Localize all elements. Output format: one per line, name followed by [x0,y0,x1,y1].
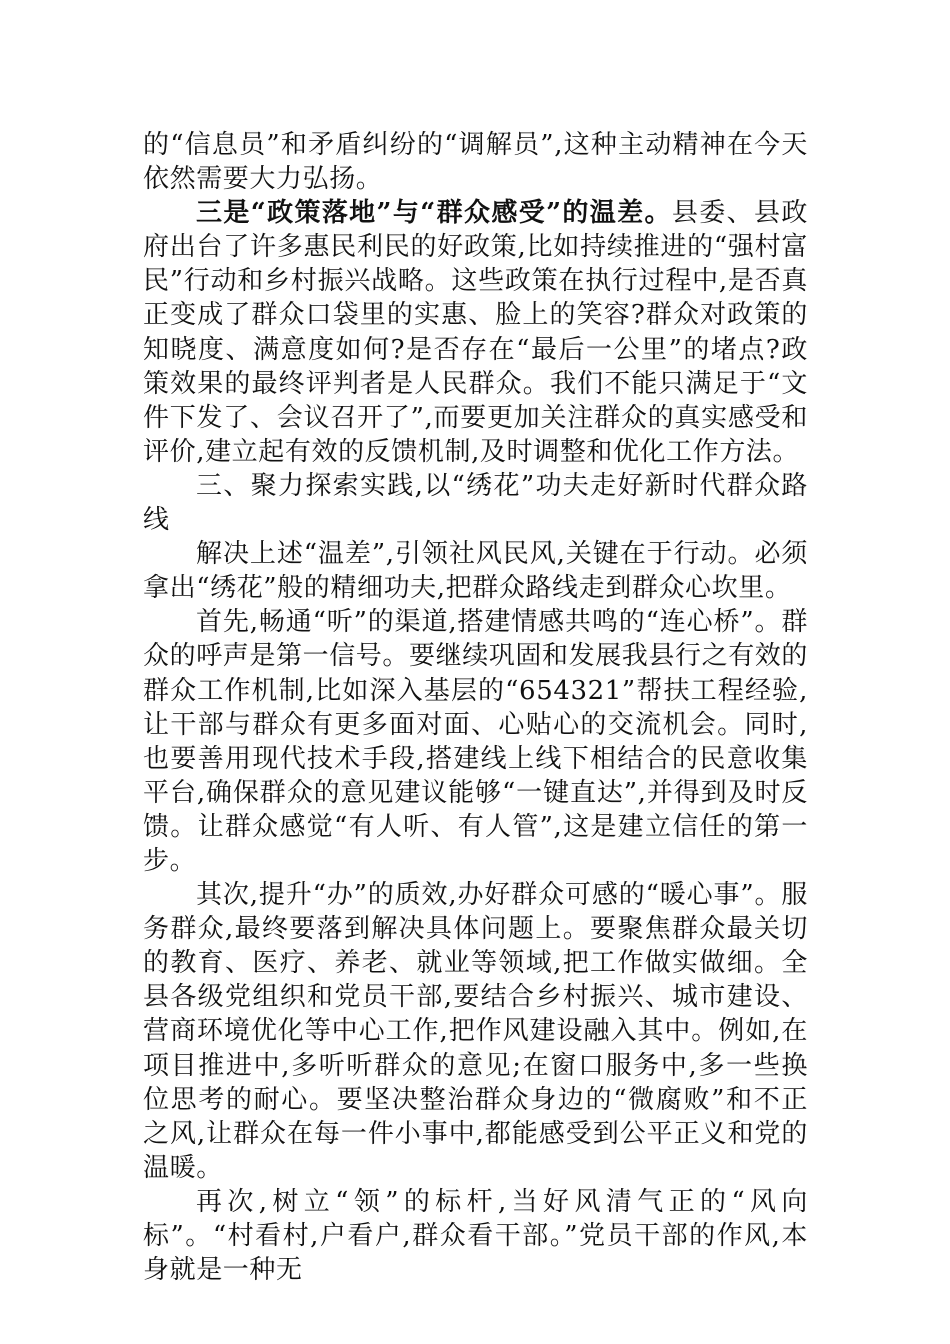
paragraph-listen [143,605,808,878]
paragraph-text: 的“信息员”和矛盾纠纷的“调解员”,这种主动精神在今天依然需要大力弘扬。 [143,130,808,195]
paragraph-text: 其次,提升“办”的质效,办好群众可感的“暖心事”。服务群众,最终要落到解决具体问题上。要聚焦群众最关切的教育、医疗、养老、就业等领域,把工作做实做细。全县各级党组织和党员干部,要结合乡村振兴、城市建设、营商环境优化等中心工作,把作风建设融入其中。例如,在项目推进中,多听听群众的意见;在窗口服务中,多一些换位思考的耐心。要坚决整治群众身边的“微腐败”和不正之风,让群众在每一件小事中,都能感受到公平正义和党的温暖。 [143,880,808,1183]
paragraph-handle [143,878,808,1185]
paragraph-text: 县委、县政府出台了许多惠民利民的好政策,比如持续推进的“强村富民”行动和乡村振兴战略。这些政策在执行过程中,是否真正变成了群众口袋里的实惠、脸上的笑容?群众对政策的知晓度、满意度如何?是否存在“最后一公里”的堵点?政策效果的最终评判者是人民群众。我们不能只满足于“文件下发了、会议召开了”,而要更加关注群众的真实感受和评价,建立起有效的反馈机制,及时调整和优化工作方法。 [143,198,808,467]
paragraph-lead-heading: 三是“政策落地”与“群众感受”的温差。 [196,198,672,229]
section-heading-text: 三、聚力探索实践,以“绣花”功夫走好新时代群众路线 [143,470,808,536]
paragraph-text: 再次,树立“领”的标杆,当好风清气正的“风向标”。“村看村,户看户,群众看干部。”党员干部的作风,本身就是一种无 [143,1186,808,1286]
paragraph-policy-gap [143,196,808,469]
paragraph-lead [143,1185,808,1287]
document-body [143,128,808,1287]
paragraph-action [143,537,808,605]
paragraph-text: 解决上述“温差”,引领社风民风,关键在于行动。必须拿出“绣花”般的精细功夫,把群众路线走到群众心坎里。 [143,539,808,604]
paragraph-continuation [143,128,808,196]
paragraph-text: 首先,畅通“听”的渠道,搭建情感共鸣的“连心桥”。群众的呼声是第一信号。要继续巩固和发展我县行之有效的群众工作机制,比如深入基层的“654321”帮扶工程经验,让干部与群众有更多面对面、心贴心的交流机会。同时,也要善用现代技术手段,搭建线上线下相结合的民意收集平台,确保群众的意见建议能够“一键直达”,并得到及时反馈。让群众感觉“有人听、有人管”,这是建立信任的第一步。 [143,607,809,876]
section-heading-three [143,469,808,537]
